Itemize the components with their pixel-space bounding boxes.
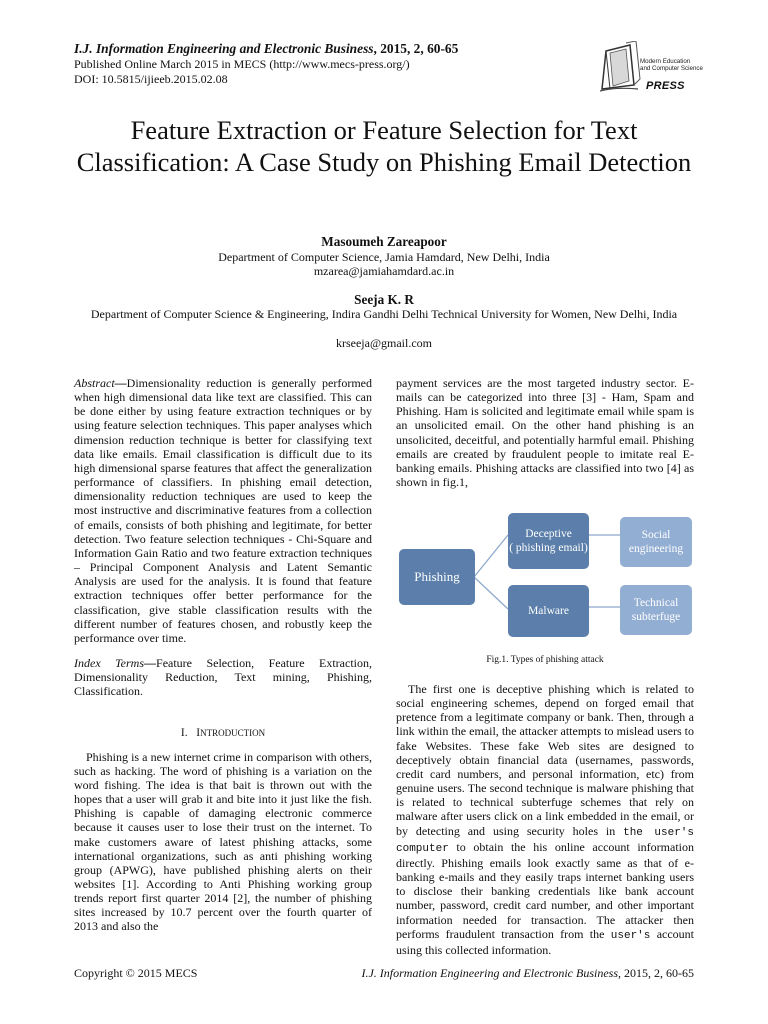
- index-terms-dash: —: [144, 655, 157, 670]
- right-paragraph-2-part3: account using this collected information.: [396, 926, 695, 957]
- right-column-bottom: [396, 682, 694, 957]
- journal-issue: , 2015, 2, 60-65: [373, 41, 459, 56]
- logo-press-label: PRESS: [646, 80, 685, 92]
- right-paragraph-2-mono2: user's: [610, 929, 651, 942]
- abstract-text: Dimensionality reduction is generally performed when high dimensional data like text are classified. This can be done either by using feature extraction techniques or by using feature selection techniques. This paper analyses which dimension reduction technique is better for classifying text data like emails. Email classification is difficult due to its high dimensional sparse features that affect the generalization performance of classifiers. In phishing email detection, dimensionality reduction techniques are used to keep the most instructive and discriminative features from a collection of emails, consists of both phishing and legitimate, for better detection. Two feature selection techniques - Chi-Square and Information Gain Ratio and two feature extraction techniques – Principal Component Analysis and Latent Semantic Analysis are used for the analysis. It is found that feature extraction techniques offer better performance for the classification, give stable classification results with the different number of features chosen, and robustly keep the performance over time.: [74, 376, 372, 645]
- author-1-affiliation: Department of Computer Science, Jamia Hamdard, New Delhi, India: [218, 250, 550, 264]
- right-paragraph-2: [396, 682, 694, 957]
- footer-journal-name: I.J. Information Engineering and Electronic Business,: [361, 966, 621, 980]
- section-title-rest: NTRODUCTION: [200, 728, 266, 739]
- node-technical-line1: Technical: [633, 597, 679, 609]
- author-2-email: krseeja@gmail.com: [335, 336, 433, 350]
- footer-journal: [330, 966, 694, 981]
- author-2-name: Seeja K. R: [354, 292, 414, 307]
- abstract-dash: —: [114, 376, 127, 390]
- index-terms-text: Feature Selection, Feature Extraction, Dimensionality Reduction, Text mining, Phishing, Classification.: [74, 655, 372, 699]
- figure-caption: Fig.1. Types of phishing attack: [486, 655, 604, 665]
- index-terms: [74, 656, 372, 698]
- logo-line-2: and Computer Science: [640, 65, 703, 72]
- abstract: [74, 376, 372, 645]
- right-column-top: [396, 376, 694, 489]
- index-terms-label: Index Terms: [74, 655, 145, 670]
- right-paragraph-2-mono1: the user's computer: [396, 826, 694, 855]
- node-social-engineering: [620, 517, 692, 567]
- node-phishing-label: Phishing: [414, 569, 460, 584]
- section-heading: [74, 726, 372, 740]
- phishing-types-diagram: [398, 507, 694, 643]
- logo-line-1: Modern Education: [640, 58, 691, 65]
- section-title-initial: I: [196, 727, 201, 740]
- doi-line: DOI: 10.5815/ijieeb.2015.02.08: [74, 72, 228, 86]
- left-column: [74, 376, 372, 934]
- node-technical-line2: subterfuge: [631, 611, 681, 623]
- author-2-affiliation: Department of Computer Science & Engineering, Indira Gandhi Delhi Technical University for Women, New Delhi, India: [90, 307, 678, 321]
- node-deceptive-line2: ( phishing email): [509, 542, 588, 554]
- published-line: Published Online March 2015 in MECS (http://www.mecs-press.org/): [74, 57, 410, 71]
- node-malware-label: Malware: [528, 605, 569, 617]
- abstract-label: Abstract: [74, 376, 115, 390]
- paper-title: Feature Extraction or Feature Selection for Text Classification: A Case Study on Phishing Email Detection: [76, 115, 692, 177]
- right-paragraph-2-part1: The first one is deceptive phishing which is related to social engineering schemes, depend on forged email that pretence from a legitimate company or bank. Then, through a link within the email, the attacker attempts to mislead users to fake Websites. These fake Web sites are designed to deceptively obtain financial data (usernames, passwords, credit card numbers, and personal information, etc) from genuine users. The second technique is malware phishing that is related to technical subterfuge schemes that rely on malware after users click on a link embedded in the email, or by detecting and using security holes in: [396, 682, 694, 838]
- node-social-line2: engineering: [628, 543, 684, 555]
- journal-header: [74, 41, 458, 57]
- node-phishing: [399, 549, 475, 605]
- node-deceptive: [508, 513, 589, 569]
- introduction-paragraph: Phishing is a new internet crime in comparison with others, such as hacking. The word of phishing is a variation on the word fishing. The idea is that bait is thrown out with the hopes that a user will grab it and bite into it just like the fish. Phishing is capable of damaging electronic commerce because it causes user to lose their trust on the internet. To make customers aware of latest phishing attacks, some international organizations, such as anti phishing working group (APWG), have published phishing alerts on their websites [1]. According to Anti Phishing working group trends report first quarter 2014 [2], the number of phishing sites increased by 10.7 percent over the fourth quarter of 2013 and also the: [74, 749, 372, 934]
- author-1-name: Masoumeh Zareapoor: [321, 234, 447, 249]
- right-paragraph-1: payment services are the most targeted industry sector. E-mails can be categorized into three [3] - Ham, Spam and Phishing. Ham is solicited and legitimate email while spam is an unsolicited email. On the other hand phishing is an unsolicited, deceitful, and potentially harmful email. Phishing emails are created by fraudulent people to imitate real E-banking emails. Phishing attacks are classified into two [4] as shown in fig.1,: [396, 376, 694, 490]
- footer-journal-issue: 2015, 2, 60-65: [621, 966, 694, 980]
- journal-name: I.J. Information Engineering and Electronic Business: [74, 41, 374, 56]
- node-malware: [508, 585, 589, 637]
- author-1-email: mzarea@jamiahamdard.ac.in: [313, 264, 455, 278]
- node-deceptive-line1: Deceptive: [525, 528, 572, 540]
- footer-copyright: Copyright © 2015 MECS: [74, 966, 198, 980]
- logo-caption: [640, 58, 704, 72]
- right-paragraph-2-part2: to obtain the his online account information directly. Phishing emails look exactly same as that of e- banking e-mails and they easily traps internet banking users to disclose their banking credentials like bank account number, password, credit card number, and other important information needed for transaction. The attacker then performs fraudulent transaction from the: [396, 839, 694, 941]
- node-technical-subterfuge: [620, 585, 692, 635]
- section-number: I.: [180, 727, 188, 740]
- node-social-line1: Social: [641, 529, 671, 541]
